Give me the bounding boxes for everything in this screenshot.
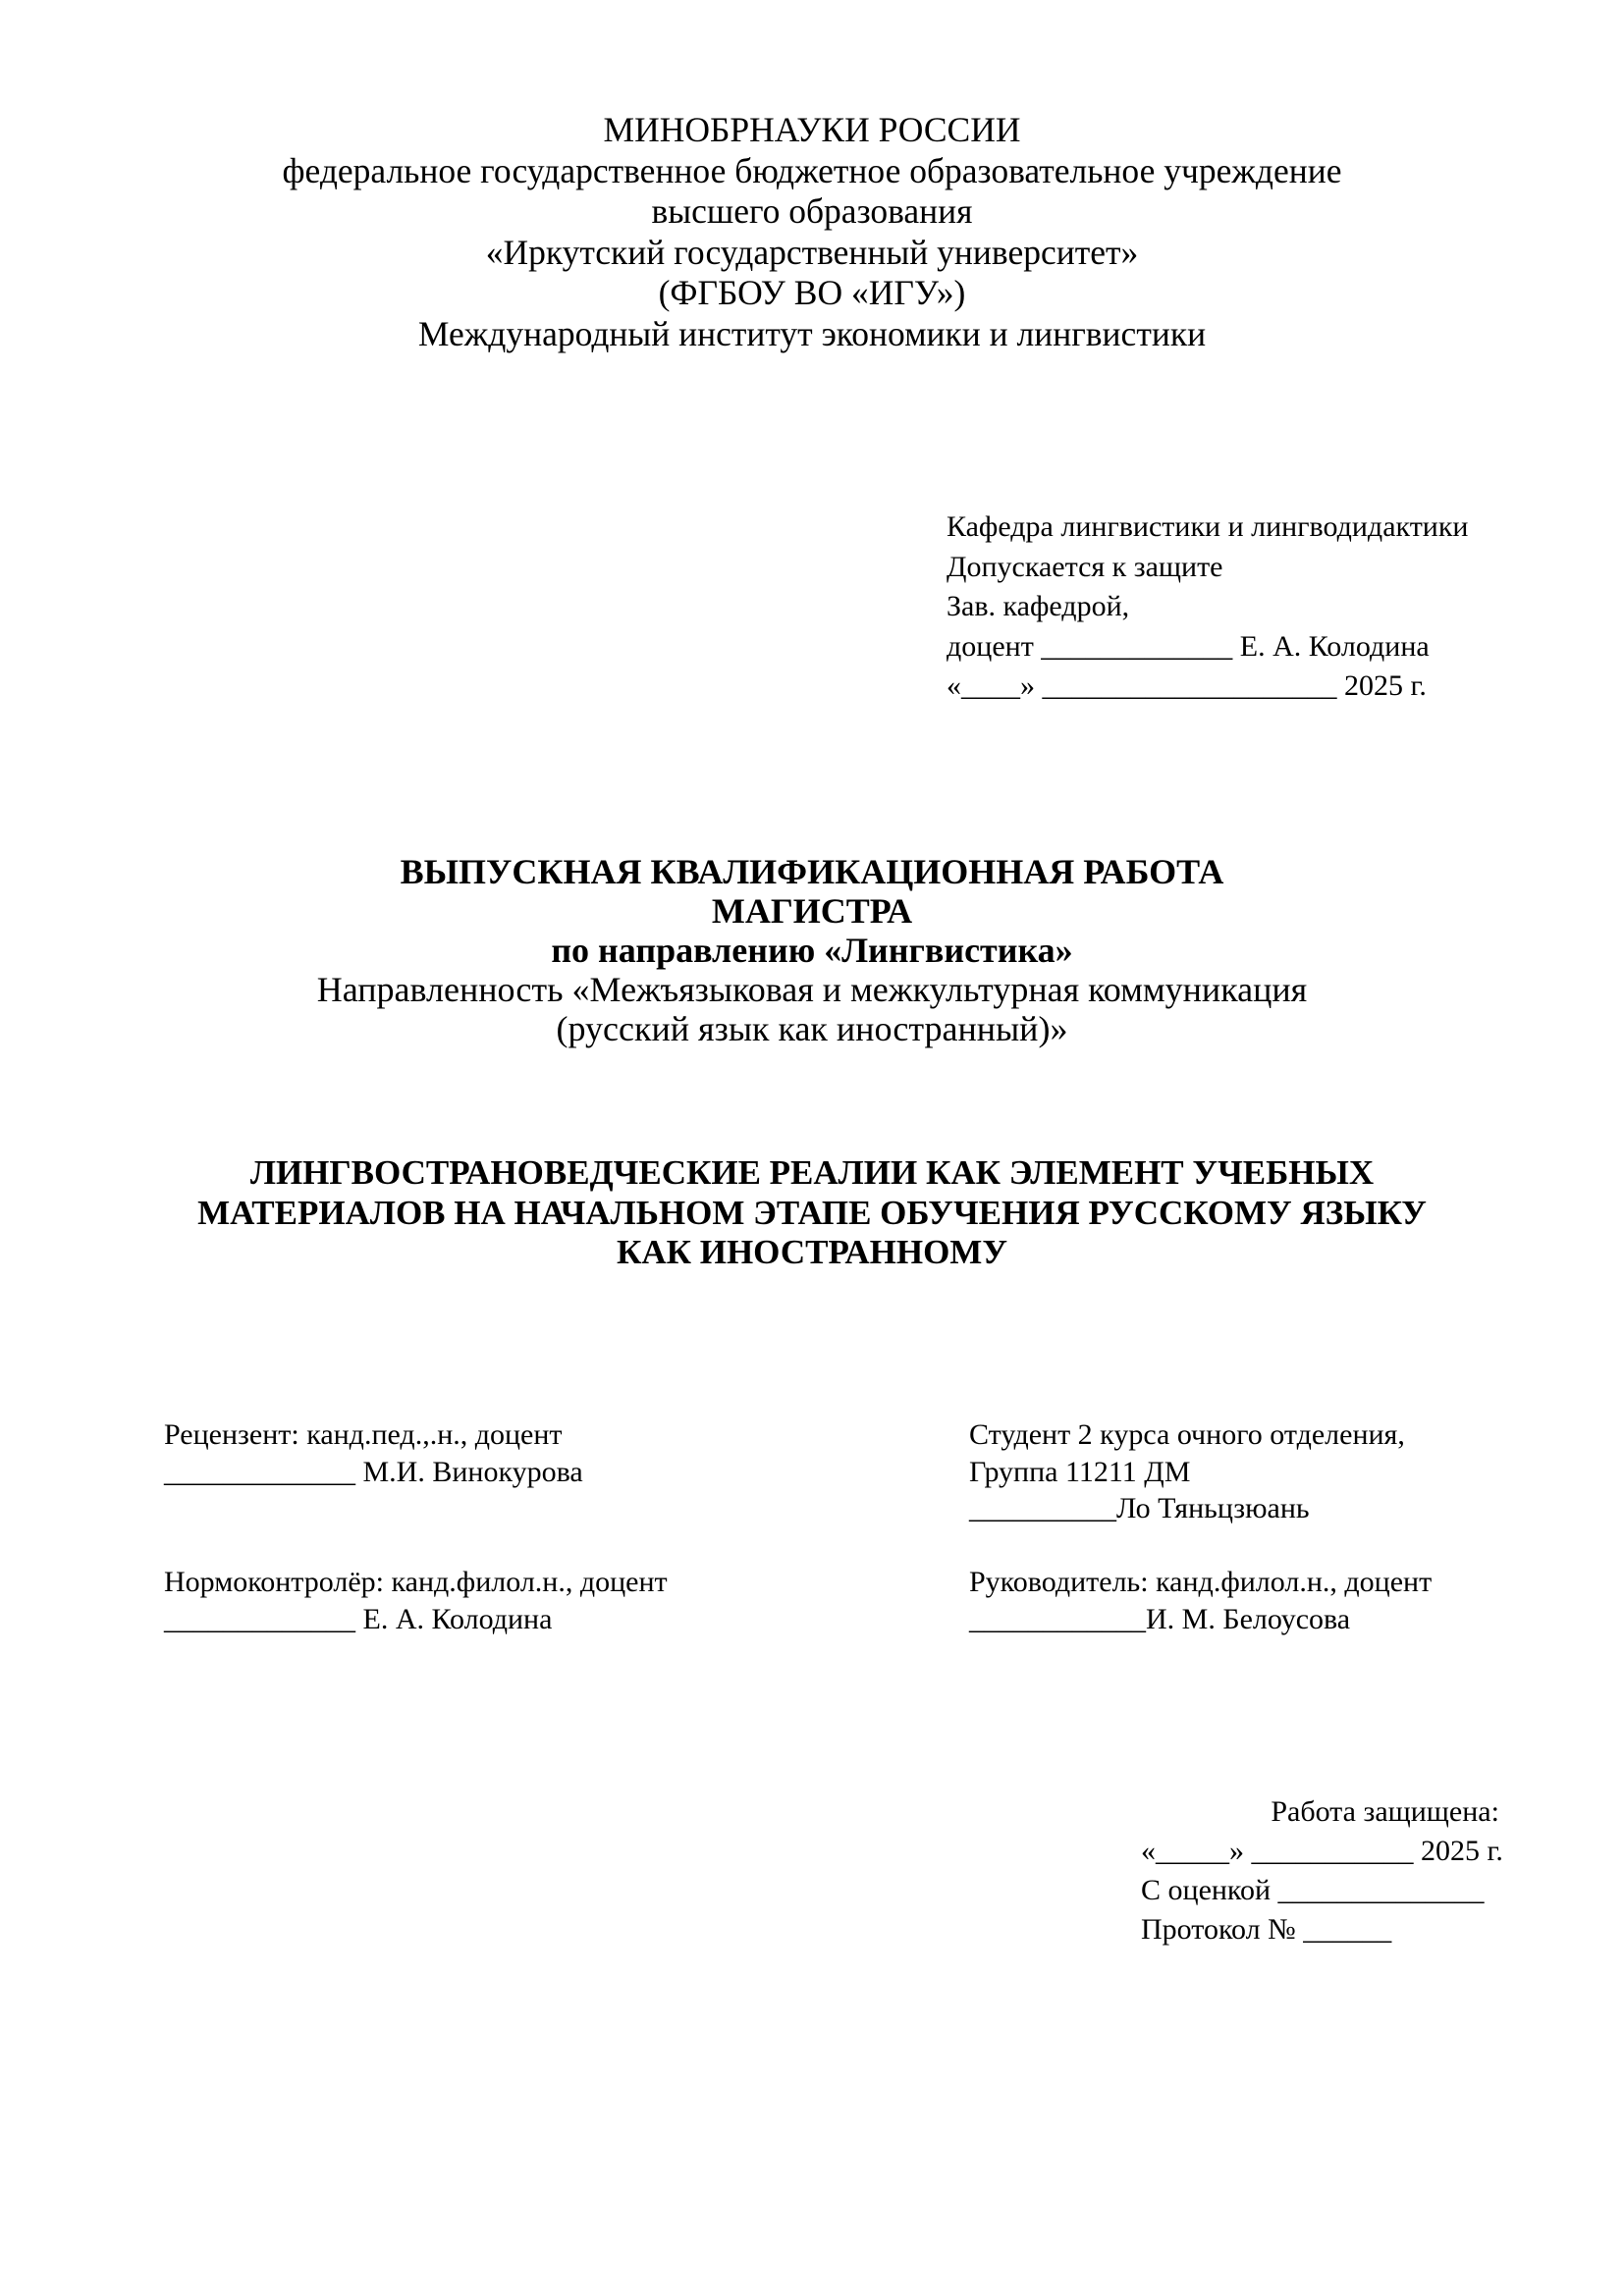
student-group: Группа 11211 ДМ (969, 1455, 1191, 1488)
university-abbreviation: (ФГБОУ ВО «ИГУ») (658, 273, 966, 312)
student-signature: __________Ло Тяньцзюань (969, 1492, 1310, 1524)
institute-name: Международный институт экономики и лингвистики (417, 313, 1207, 353)
norm-controller-label: Нормоконтролёр: канд.филол.н., доцент (164, 1566, 668, 1598)
defense-heading: Работа защищена: (1271, 1795, 1499, 1828)
degree-label: МАГИСТРА (711, 891, 913, 931)
institution-type: федеральное государственное бюджетное образовательное учреждение (282, 150, 1342, 190)
thesis-title-line-1: ЛИНГВОСТРАНОВЕДЧЕСКИЕ РЕАЛИИ КАК ЭЛЕМЕНТ УЧЕБНЫХ (249, 1153, 1375, 1192)
defense-date-line: «_____» ___________ 2025 г. (1141, 1835, 1503, 1867)
approval-date-line: «____» ____________________ 2025 г. (947, 669, 1427, 702)
norm-controller-block (164, 1564, 668, 1637)
thesis-title (0, 1153, 1624, 1273)
defense-block (1141, 1792, 1503, 1949)
specialization-line-2: (русский язык как иностранный)» (556, 1009, 1068, 1048)
reviewer-signature: _____________ М.И. Винокурова (164, 1455, 583, 1488)
head-of-department-signature: доцент _____________ Е. А. Колодина (947, 629, 1430, 663)
institution-header (0, 110, 1624, 354)
work-type-heading: ВЫПУСКНАЯ КВАЛИФИКАЦИОННАЯ РАБОТА (400, 852, 1224, 891)
field-of-study: по направлению «Лингвистика» (551, 931, 1073, 970)
norm-controller-signature: _____________ Е. А. Колодина (164, 1602, 553, 1635)
defense-grade-line: С оценкой ______________ (1141, 1874, 1485, 1906)
department-approval-block (947, 507, 1469, 707)
defense-protocol-line: Протокол № ______ (1141, 1913, 1392, 1946)
thesis-title-line-2: МАТЕРИАЛОВ НА НАЧАЛЬНОМ ЭТАПЕ ОБУЧЕНИЯ РУССКОМУ ЯЗЫКУ (197, 1193, 1427, 1232)
thesis-title-line-3: КАК ИНОСТРАННОМУ (616, 1233, 1008, 1271)
admission-label: Допускается к защите (947, 550, 1223, 583)
supervisor-signature: ____________И. М. Белоусова (969, 1602, 1351, 1635)
student-block (969, 1416, 1405, 1527)
head-of-department-label: Зав. кафедрой, (947, 590, 1130, 622)
university-name: «Иркутский государственный университет» (485, 232, 1139, 272)
specialization-line-1: Направленность «Межъязыковая и межкультурная коммуникация (316, 970, 1308, 1009)
reviewer-label: Рецензент: канд.пед.,.н., доцент (164, 1418, 563, 1451)
department-name: Кафедра лингвистики и лингводидактики (947, 510, 1469, 543)
supervisor-label: Руководитель: канд.филол.н., доцент (969, 1566, 1433, 1598)
supervisor-block (969, 1564, 1432, 1637)
education-level: высшего образования (651, 191, 973, 231)
reviewer-block (164, 1416, 583, 1490)
work-type-block (0, 852, 1624, 1048)
ministry-name: МИНОБРНАУКИ РОССИИ (603, 110, 1021, 149)
student-label: Студент 2 курса очного отделения, (969, 1418, 1405, 1451)
